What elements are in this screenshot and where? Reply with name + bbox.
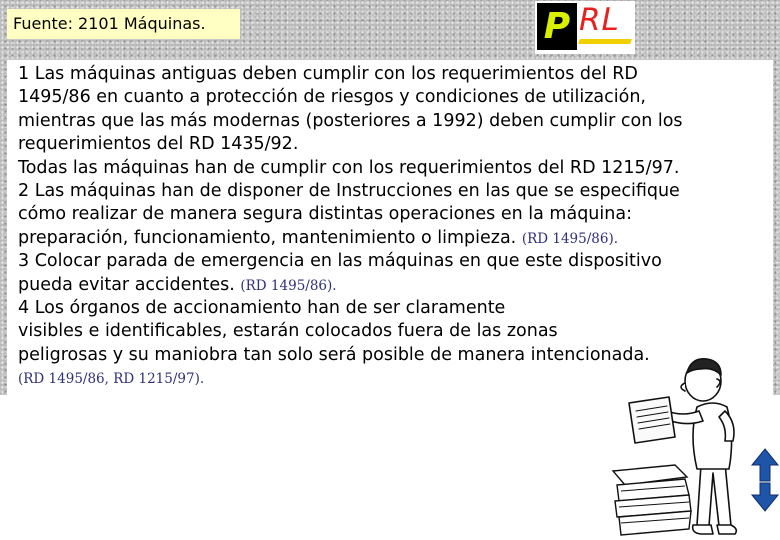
prl-logo [535, 1, 635, 54]
content-text [18, 63, 773, 390]
text-line: preparación, funcionamiento, mantenimiento o limpieza. (RD 1495/86). [18, 227, 619, 248]
up-arrow-icon[interactable] [752, 449, 778, 481]
text-line: 3 Colocar parada de emergencia en las máquinas en que este dispositivo [18, 251, 662, 272]
illustration [605, 345, 780, 540]
text-line: 2 Las máquinas han de disponer de Instrucciones en las que se especifique [18, 180, 680, 201]
reference: (RD 1495/86, RD 1215/97). [18, 371, 205, 388]
paper-stack-icon [613, 465, 691, 535]
text-line: pueda evitar accidentes. (RD 1495/86). [18, 274, 337, 295]
text-line: cómo realizar de manera segura distintas operaciones en la máquina: [18, 204, 632, 225]
text-line: 1495/86 en cuanto a protección de riesgos y condiciones de utilización, [18, 87, 646, 108]
text-line: peligrosas y su maniobra tan solo será posible de manera intencionada. [18, 344, 650, 365]
logo-underline [578, 39, 632, 44]
text-line: 4 Los órganos de accionamiento han de ser claramente [18, 297, 506, 318]
source-label: Fuente: 2101 Máquinas. [7, 9, 240, 39]
text-line: requerimientos del RD 1435/92. [18, 134, 299, 155]
text-line: visibles e identificables, estarán colocados fuera de las zonas [18, 321, 558, 342]
logo-p: P [537, 3, 577, 50]
text-line: Todas las máquinas han de cumplir con los requerimientos del RD 1215/97. [18, 157, 680, 178]
text-line: mientras que las más modernas (posteriores a 1992) deben cumplir con los [18, 110, 683, 131]
reference: (RD 1495/86). [521, 230, 619, 247]
text-line: 1 Las máquinas antiguas deben cumplir con los requerimientos del RD [18, 64, 638, 84]
logo-rl: RL [579, 2, 620, 38]
reference: (RD 1495/86). [240, 277, 337, 294]
down-arrow-icon[interactable] [752, 483, 778, 511]
